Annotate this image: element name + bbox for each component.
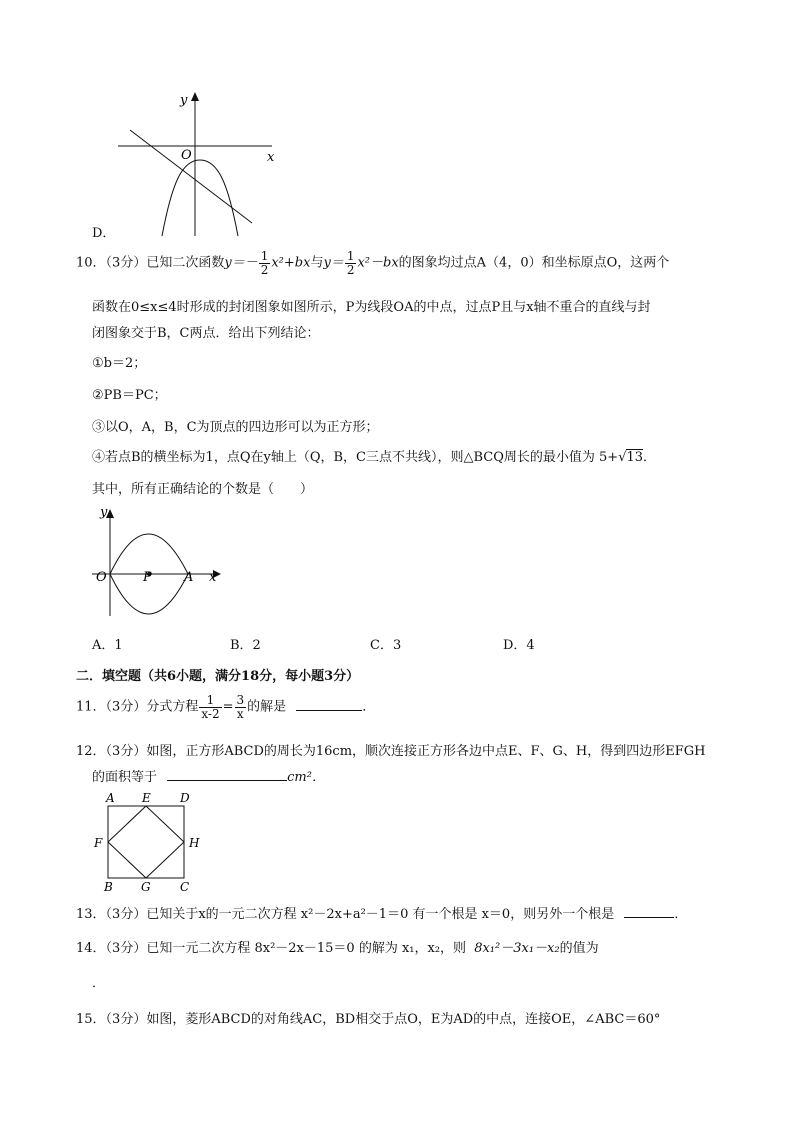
q10-number: 10． bbox=[76, 255, 106, 271]
square-abcd bbox=[108, 806, 184, 878]
q12-answer-blank[interactable] bbox=[167, 768, 287, 781]
q14-line1: 14．（3分）已知一元二次方程 8x²－2x－15＝0 的解为 x₁，x₂，则 8x₁²－3x₁－x₂的值为 bbox=[76, 941, 599, 956]
axis-x-label: x bbox=[267, 150, 275, 165]
y-axis-arrow bbox=[191, 92, 199, 101]
q13-line: 13．（3分）已知关于x的一元二次方程 x²－2x+a²－1＝0 有一个根是 x＝0，则另外一个根是 ． bbox=[76, 907, 688, 922]
upper-parabola bbox=[110, 534, 188, 574]
sqrt-symbol: √ bbox=[618, 450, 627, 465]
option-d-label: D． bbox=[92, 226, 116, 241]
q10-option-a: A．1 bbox=[92, 638, 123, 653]
label-h: H bbox=[189, 836, 200, 850]
q10-figure bbox=[84, 500, 229, 620]
q12-figure bbox=[90, 788, 210, 896]
axis-y-label: y bbox=[180, 93, 188, 108]
label-y: y bbox=[100, 505, 108, 520]
q10-line1: 10．（3分）已知二次函数y＝－ $\frac{1}{2}$ x²+bx与y＝ $\frac{1}{2}$ x²－bx的图象均过点A（4，0）和坐标原点O，这两个 bbox=[76, 249, 670, 277]
q15-line: 15．（3分）如图，菱形ABCD的对角线AC，BD相交于点O，E为AD的中点，连接OE，∠ABC＝60° bbox=[76, 1012, 661, 1027]
q14-line2: ． bbox=[92, 976, 106, 991]
label-e: E bbox=[142, 791, 151, 805]
label-a: A bbox=[184, 570, 194, 585]
label-c: C bbox=[180, 880, 190, 894]
q11-answer-blank[interactable] bbox=[296, 698, 362, 711]
q11-line: 11．（3分）分式方程 $\frac{1}{x-2}$ = $\frac{3}{x}$ 的解是 ． bbox=[76, 693, 376, 721]
square-efgh bbox=[108, 806, 184, 878]
section2-title: 二．填空题（共6小题，满分18分，每小题3分） bbox=[76, 669, 360, 684]
q10-conclusion-2: ②PB＝PC； bbox=[92, 388, 167, 403]
label-g: G bbox=[141, 880, 151, 894]
q10-option-b: B．2 bbox=[230, 638, 261, 653]
label-d: D bbox=[180, 791, 190, 805]
q10-conclusion-3: ③以O，A，B，C为顶点的四边形可以为正方形； bbox=[92, 420, 379, 435]
option-d-figure bbox=[110, 88, 290, 238]
origin-label: O bbox=[181, 148, 192, 163]
q10-score: （3分） bbox=[105, 255, 147, 271]
label-x: x bbox=[209, 570, 217, 585]
q10-ask: 其中，所有正确结论的个数是（ ） bbox=[92, 482, 314, 497]
q10-conclusion-1: ①b＝2； bbox=[92, 356, 147, 371]
label-a: A bbox=[106, 791, 115, 805]
parabola-graph bbox=[162, 160, 238, 236]
label-o: O bbox=[96, 570, 107, 585]
q14-expression: 8x₁²－3x₁－x₂ bbox=[474, 941, 560, 956]
q10-option-c: C．3 bbox=[370, 638, 402, 653]
q12-line2: 的面积等于 cm²． bbox=[92, 770, 325, 785]
q10-conclusion-4: ④若点B的横坐标为1，点Q在y轴上（Q，B，C三点不共线），则△BCQ周长的最小值为 5+√13． bbox=[92, 450, 657, 465]
q10-line2: 函数在0≤x≤4时形成的封闭图象如图所示，P为线段OA的中点，过点P且与x轴不重合的直线与封 bbox=[92, 300, 651, 315]
q10-line3: 闭图象交于B，C两点．给出下列结论： bbox=[92, 326, 320, 341]
sqrt-radicand: 13 bbox=[626, 450, 644, 465]
line-graph bbox=[130, 130, 252, 223]
q13-answer-blank[interactable] bbox=[624, 905, 674, 918]
q12-line1: 12．（3分）如图，正方形ABCD的周长为16cm，顺次连接正方形各边中点E、F、G、H，得到四边形EFGH bbox=[76, 744, 706, 759]
label-f: F bbox=[94, 836, 103, 850]
label-b: B bbox=[104, 880, 113, 894]
label-p: P bbox=[143, 570, 152, 585]
q10-option-d: D．4 bbox=[503, 638, 535, 653]
